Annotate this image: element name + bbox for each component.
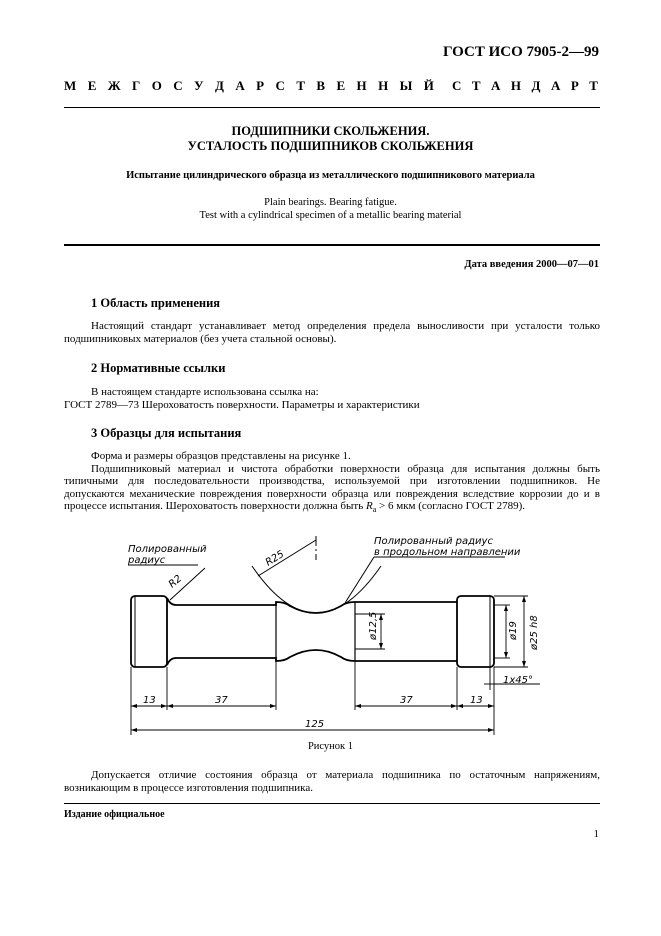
standard-banner <box>64 78 598 94</box>
banner-letter: А <box>491 78 501 93</box>
shaft-top-outline <box>167 598 457 613</box>
section-3-closing-text: Допускается отличие состояния образца от материала подшипника по остаточным напряжениям, возникающим в процессе изготовления подшипника. <box>64 769 600 794</box>
banner-letter: Д <box>215 78 224 93</box>
banner-word-interstate <box>64 78 434 94</box>
banner-letter: М <box>64 78 77 93</box>
r25-radius-arc <box>252 566 381 613</box>
banner-letter: Н <box>356 78 367 93</box>
title-line-2: УСТАЛОСТЬ ПОДШИПНИКОВ СКОЛЬЖЕНИЯ <box>187 139 474 153</box>
banner-letter: А <box>235 78 245 93</box>
right-note-leader <box>345 557 374 603</box>
footer-rule <box>64 803 600 804</box>
subtitle-english-line-2: Test with a cylindrical specimen of a metallic bearing material <box>199 210 462 221</box>
note-right-line-2: в продольном направлении <box>374 547 521 558</box>
banner-letter: У <box>194 78 204 93</box>
d19-label: ø19 <box>508 621 519 640</box>
dim-37-left-label: 37 <box>215 695 228 706</box>
top-rule <box>64 107 600 108</box>
banner-letter: Т <box>296 78 305 93</box>
dim-13-right-label: 13 <box>470 695 483 706</box>
subtitle-english <box>0 196 661 222</box>
shaft-bottom-outline <box>167 650 457 665</box>
header-rule <box>64 244 600 246</box>
dim-13-left-label: 13 <box>143 695 156 706</box>
banner-letter: А <box>550 78 561 93</box>
dim-125-label: 125 <box>305 719 325 730</box>
banner-letter: Г <box>132 78 141 93</box>
banner-word-standard <box>452 78 598 94</box>
right-head-outline <box>457 596 494 667</box>
banner-letter: О <box>151 78 162 93</box>
section-3-text: Форма и размеры образцов представлены на рисунке 1. Подшипниковый материал и чистота обработки поверхности образца для испытания должны быть типичными для последовательности производства, используемой при изготовлении подшипников. Не допускаются механические повреждения поверхности образца или повреждения вследствие коррозии до и в процессе испытания. Шероховатость поверхности должна быть $R_a > 6$ мкм (согласно ГОСТ 2789). <box>64 450 600 515</box>
d12-label: ø12,5 <box>368 611 379 640</box>
figure-caption: Рисунок 1 <box>307 741 354 752</box>
left-head-outline <box>131 596 167 667</box>
page-title <box>0 124 661 154</box>
r25-label: R25 <box>263 548 287 569</box>
document-code: ГОСТ ИСО 7905-2—99 <box>442 44 599 60</box>
banner-letter: С <box>275 78 285 93</box>
page-number: 1 <box>593 828 599 840</box>
section-2-heading: 2 Нормативные ссылки <box>91 361 226 375</box>
section-3-heading: 3 Образцы для испытания <box>91 426 242 440</box>
note-left-line-1: Полированный <box>128 544 207 555</box>
subtitle-english-line-1: Plain bearings. Bearing fatigue. <box>264 197 397 208</box>
subtitle-russian: Испытание цилиндрического образца из металлического подшипникового материала <box>126 170 535 181</box>
banner-letter: Т <box>589 78 598 93</box>
official-edition-label: Издание официальное <box>64 809 165 820</box>
figure-specimen-drawing <box>0 525 661 740</box>
banner-letter: Р <box>256 78 265 93</box>
banner-letter: Р <box>570 78 579 93</box>
banner-letter: Ж <box>107 78 121 93</box>
banner-letter: В <box>316 78 326 93</box>
banner-letter: Й <box>423 78 434 93</box>
banner-letter: Е <box>336 78 346 93</box>
banner-letter: Д <box>531 78 541 93</box>
section-1-heading: 1 Область применения <box>91 296 221 310</box>
introduction-date: Дата введения 2000—07—01 <box>464 259 599 270</box>
r2-label: R2 <box>166 573 185 591</box>
title-line-1: ПОДШИПНИКИ СКОЛЬЖЕНИЯ. <box>231 124 430 138</box>
banner-letter: Ы <box>399 78 413 93</box>
chamfer-label: 1x45° <box>503 675 534 686</box>
section-1-text: Настоящий стандарт устанавливает метод определения предела выносливости при усталости только подшипниковых материалов (без учета стальной основы). <box>64 320 600 345</box>
banner-letter: Н <box>510 78 522 93</box>
note-left-line-2: радиус <box>128 555 166 566</box>
note-right-line-1: Полированный радиус <box>374 536 493 547</box>
banner-letter: Е <box>87 78 97 93</box>
section-2-text: В настоящем стандарте использована ссылка на: ГОСТ 2789—73 Шероховатость поверхности. Параметры и характеристики <box>64 386 420 411</box>
d25-label: ø25 h8 <box>529 615 540 650</box>
banner-letter: С <box>173 78 183 93</box>
dim-37-right-label: 37 <box>400 695 413 706</box>
banner-letter: Т <box>471 78 481 93</box>
banner-letter: С <box>452 78 462 93</box>
banner-letter: Н <box>378 78 389 93</box>
